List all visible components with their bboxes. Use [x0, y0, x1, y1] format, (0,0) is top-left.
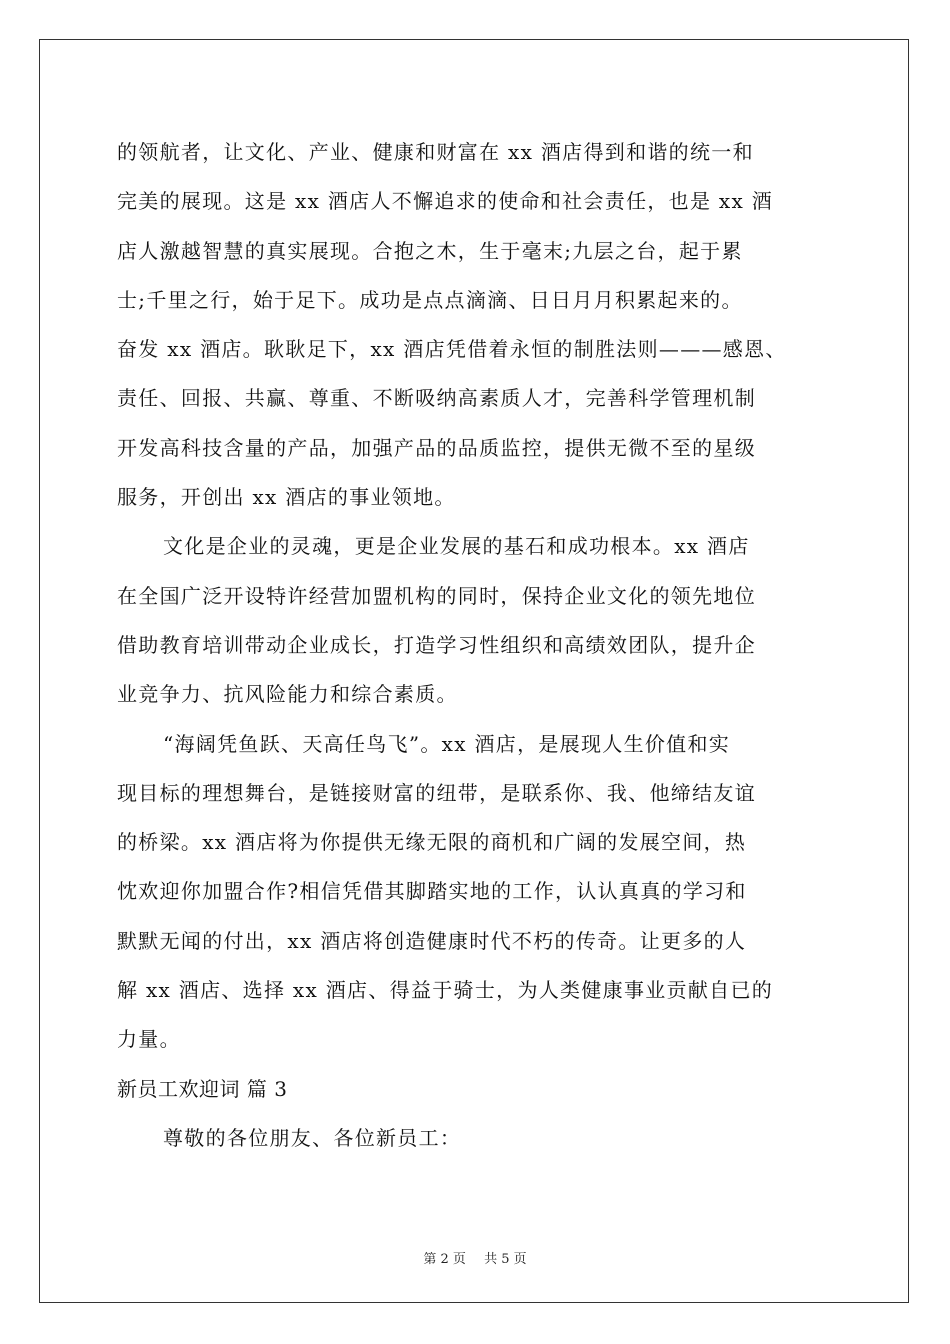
- text-line: 店人激越智慧的真实展现。合抱之木，生于毫末;九层之台，起于累: [117, 238, 743, 263]
- text-line: 默默无闻的付出，xx 酒店将创造健康时代不朽的传奇。让更多的人: [117, 928, 747, 953]
- page-total: 共 5 页: [484, 1252, 527, 1267]
- paragraph-start-line: “海阔凭鱼跃、天高任鸟飞”。xx 酒店，是展现人生价值和实: [163, 731, 731, 756]
- text-line: 的领航者，让文化、产业、健康和财富在 xx 酒店得到和谐的统一和: [117, 140, 754, 164]
- text-line: 解 xx 酒店、选择 xx 酒店、得益于骑士，为人类健康事业贡献自已的: [117, 978, 774, 1003]
- document-body: [117, 128, 837, 1163]
- page-number: 第 2 页: [423, 1252, 466, 1267]
- text-line: 责任、回报、共赢、尊重、不断吸纳高素质人才，完善科学管理机制: [117, 386, 756, 411]
- text-line: 士;千里之行，始于足下。成功是点点滴滴、日日月月积累起来的。: [117, 287, 743, 312]
- text-line: 开发高科技含量的产品，加强产品的品质监控，提供无微不至的星级: [117, 435, 756, 460]
- text-line: 完美的展现。这是 xx 酒店人不懈追求的使命和社会责任，也是 xx 酒: [117, 189, 774, 214]
- text-line: 业竞争力、抗风险能力和综合素质。: [117, 682, 458, 707]
- text-line: 借助教育培训带动企业成长，打造学习性组织和高绩效团队，提升企: [117, 632, 756, 657]
- text-line: 奋发 xx 酒店。耿耿足下，xx 酒店凭借着永恒的制胜法则———感恩、: [117, 337, 787, 362]
- text-line: 在全国广泛开设特许经营加盟机构的同时，保持企业文化的领先地位: [117, 583, 756, 608]
- text-line: 力量。: [117, 1027, 181, 1052]
- text-line: 的桥梁。xx 酒店将为你提供无缘无限的商机和广阔的发展空间，热: [117, 830, 747, 855]
- text-line: 忱欢迎你加盟合作?相信凭借其脚踏实地的工作，认认真真的学习和: [117, 879, 747, 904]
- salutation-line: 尊敬的各位朋友、各位新员工：: [163, 1125, 462, 1150]
- text-line: 现目标的理想舞台，是链接财富的纽带，是联系你、我、他缔结友谊: [117, 780, 756, 805]
- section-heading: 新员工欢迎词 篇 3: [117, 1076, 288, 1101]
- paragraph-start-line: 文化是企业的灵魂，更是企业发展的基石和成功根本。xx 酒店: [163, 534, 750, 559]
- page-footer: [0, 1248, 950, 1267]
- text-line: 服务，开创出 xx 酒店的事业领地。: [117, 485, 456, 510]
